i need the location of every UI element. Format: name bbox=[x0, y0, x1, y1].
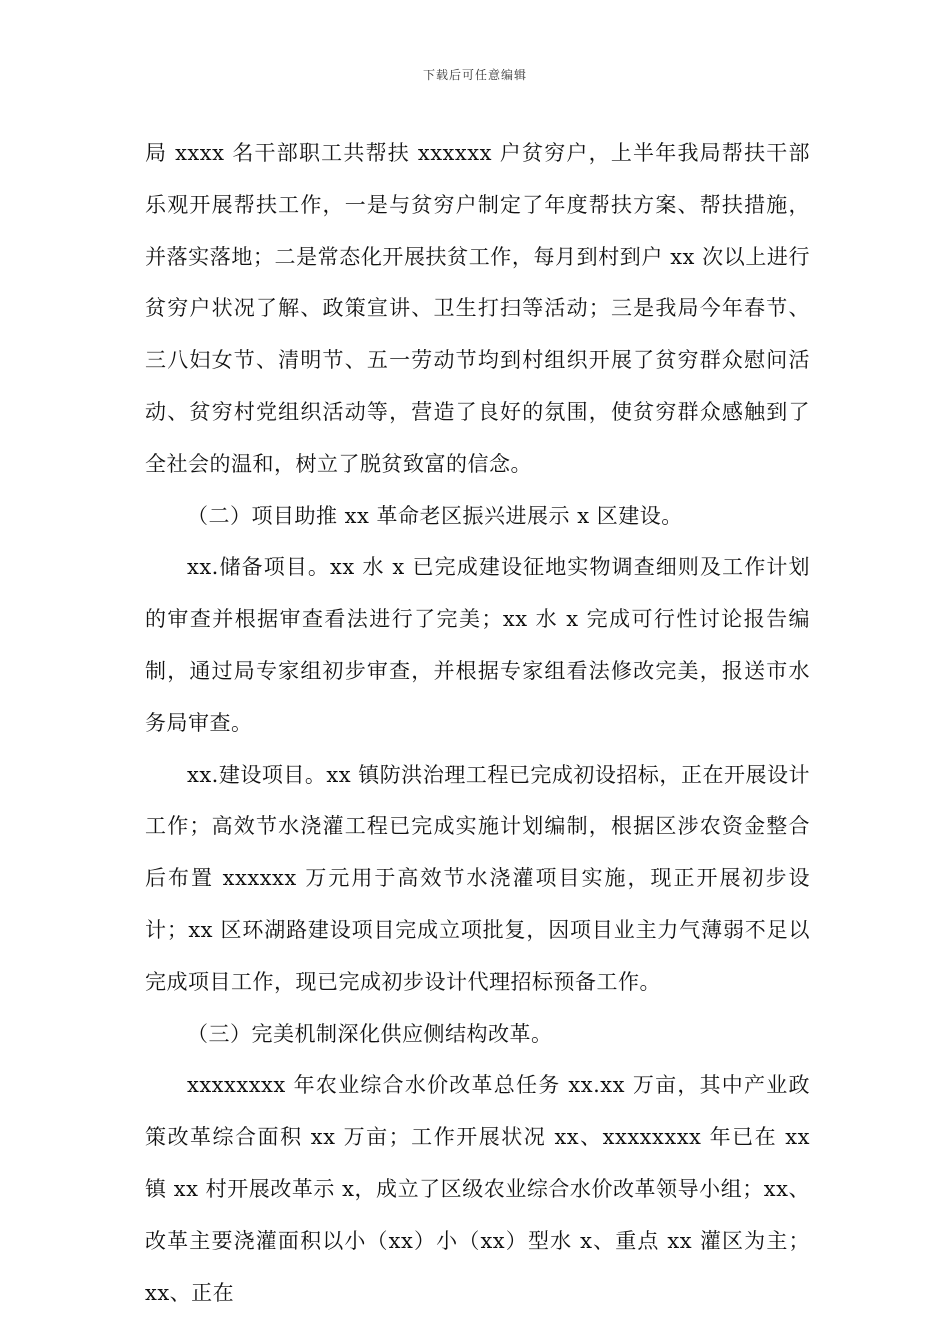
section-heading: （二）项目助推 xx 革命老区振兴进展示 x 区建设。 bbox=[187, 503, 683, 528]
section-heading: （三）完美机制深化供应侧结构改革。 bbox=[187, 1021, 553, 1046]
paragraph: xx.储备项目。xx 水 x 已完成建设征地实物调查细则及工作计划的审查并根据审查看法进行了完美；xx 水 x 完成可行性讨论报告编制，通过局专家组初步审查，并根据专家组看法修改完美，报送市水务局审查。 bbox=[145, 555, 810, 735]
paragraph: xxxxxxxx 年农业综合水价改革总任务 xx.xx 万亩，其中产业政策改革综合面积 xx 万亩；工作开展状况 xx、xxxxxxxx 年已在 xx 镇 xx 村开展改革示 x，成立了区级农业综合水价改革领导小组；xx、改革主要浇灌面积以小（xx）小（xx）型水 x、重点 xx 灌区为主；xx、正在 bbox=[145, 1073, 810, 1305]
paragraph: 局 xxxx 名干部职工共帮扶 xxxxxx 户贫穷户，上半年我局帮扶干部乐观开展帮扶工作，一是与贫穷户制定了年度帮扶方案、帮扶措施，并落实落地；二是常态化开展扶贫工作，每月到村到户 xx 次以上进行贫穷户状况了解、政策宣讲、卫生打扫等活动；三是我局今年春节、三八妇女节、清明节、五一劳动节均到村组织开展了贫穷群众慰问活动、贫穷村党组织活动等，营造了良好的氛围，使贫穷群众感触到了全社会的温和，树立了脱贫致富的信念。 bbox=[145, 141, 810, 476]
document-body bbox=[145, 128, 810, 1319]
paragraph: xx.建设项目。xx 镇防洪治理工程已完成初设招标，正在开展设计工作；高效节水浇灌工程已完成实施计划编制，根据区涉农资金整合后布置 xxxxxx 万元用于高效节水浇灌项目实施，现正开展初步设计；xx 区环湖路建设项目完成立项批复，因项目业主力气薄弱不足以完成项目工作，现已完成初步设计代理招标预备工作。 bbox=[145, 762, 810, 994]
page-header: 下载后可任意编辑 bbox=[422, 68, 527, 82]
